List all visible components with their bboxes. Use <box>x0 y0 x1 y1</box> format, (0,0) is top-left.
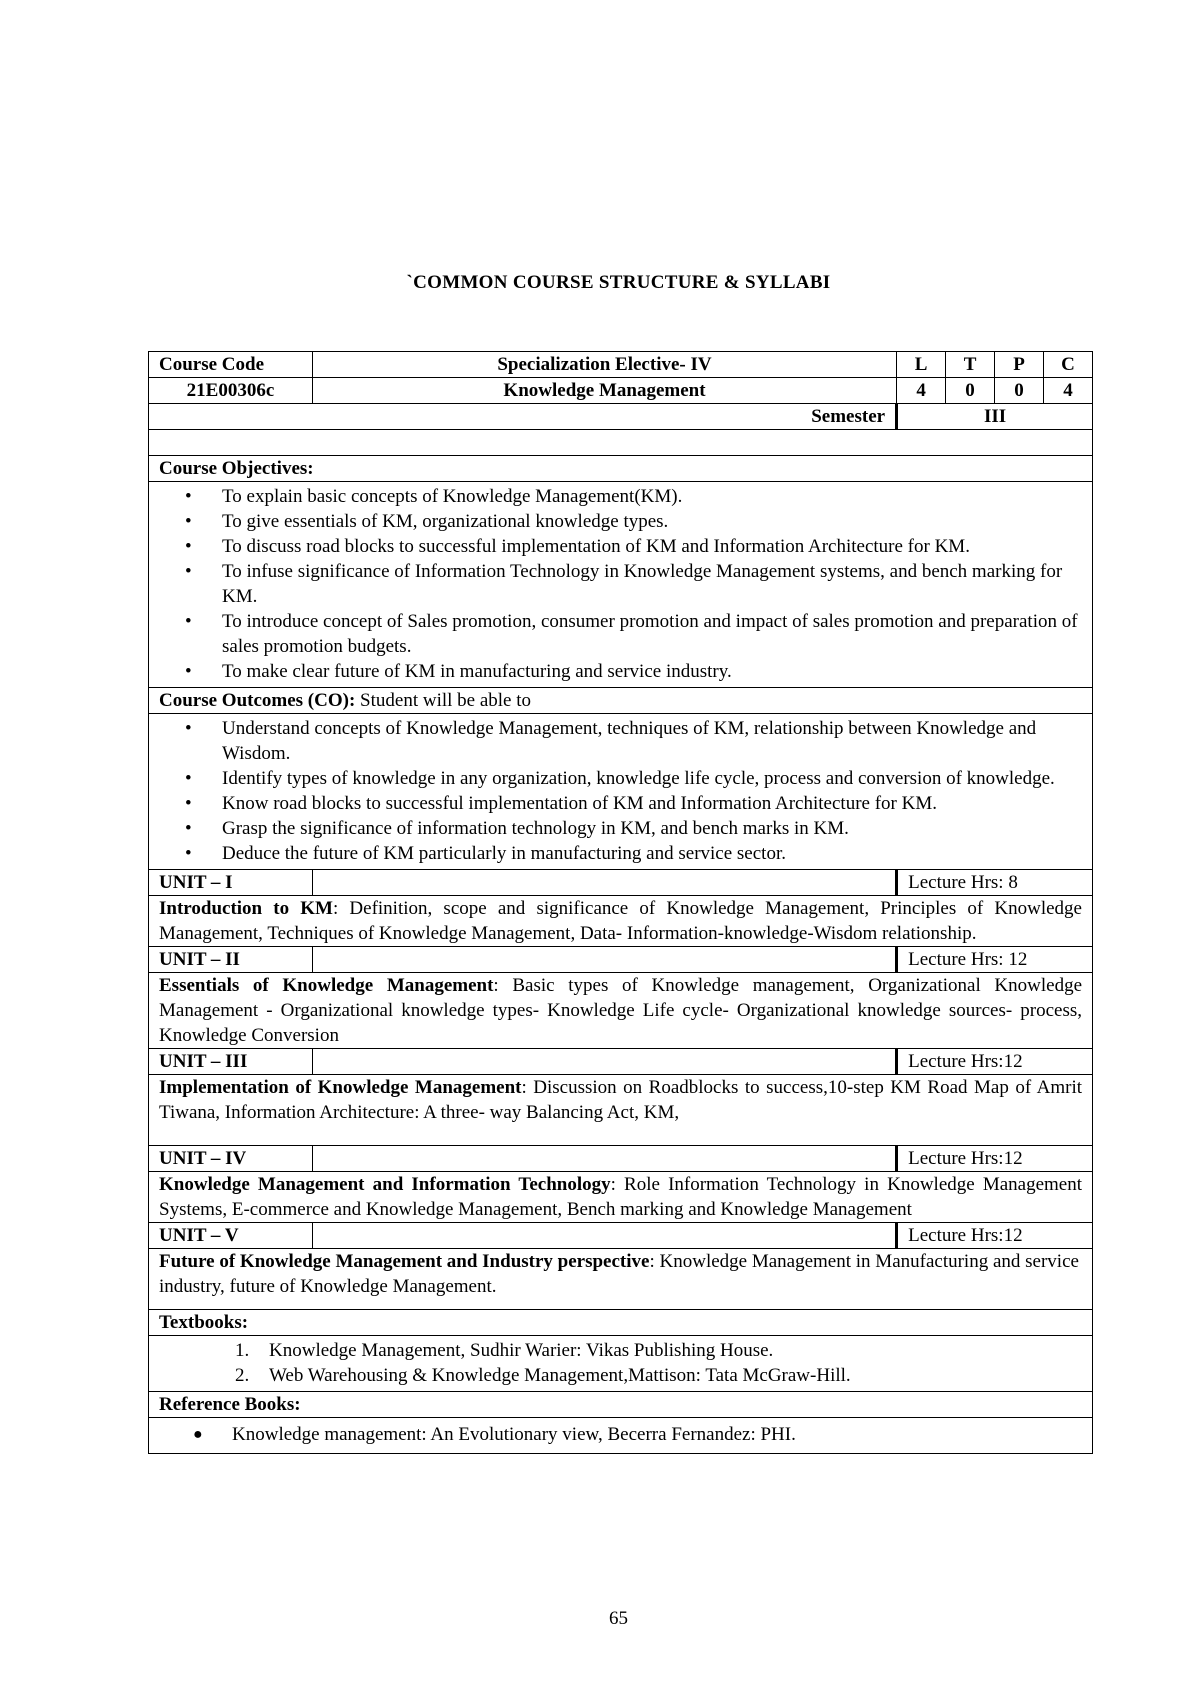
list-item: • Know road blocks to successful implementation of KM and Information Architecture for KM. <box>185 793 937 814</box>
bullet-icon: • <box>185 793 192 814</box>
unit-content-row <box>149 896 1093 947</box>
outcomes-list-row <box>149 714 1093 870</box>
unit-content-row <box>149 1075 1093 1146</box>
page-number: 65 <box>609 1608 628 1629</box>
unit-label: UNIT – I <box>149 870 313 896</box>
textbooks-heading: Textbooks: <box>149 1310 1093 1336</box>
unit-label: UNIT – V <box>149 1223 313 1249</box>
bullet-icon: ● <box>193 1426 203 1443</box>
bullet-icon: • <box>185 611 192 632</box>
ltpc-value-p: 0 <box>995 378 1044 404</box>
bullet-icon: • <box>185 718 192 739</box>
course-name: Knowledge Management <box>312 378 896 404</box>
course-value-row <box>149 378 1093 404</box>
ltpc-value-l: 4 <box>897 378 946 404</box>
outcomes-heading-cell <box>149 688 1093 714</box>
unit-content: Essentials of Knowledge Management: Basic types of Knowledge management, Organizational Knowledge Management - Organizational knowledge types- Knowledge Life cycle- Organizational knowledge sources- process, Knowledge Conversion <box>149 973 1093 1049</box>
list-item: • To infuse significance of Information Technology in Knowledge Management systems, and bench marking for KM. <box>185 561 1063 607</box>
page-title: `COMMON COURSE STRUCTURE & SYLLABI <box>406 272 831 293</box>
unit-content-row <box>149 1172 1093 1223</box>
unit-label: UNIT – II <box>149 947 313 973</box>
ltpc-header-t: T <box>946 352 995 378</box>
outcomes-heading: Course Outcomes (CO): <box>159 690 356 711</box>
references-heading-row <box>149 1392 1093 1418</box>
list-item: • To explain basic concepts of Knowledge Management(KM). <box>185 486 683 507</box>
list-item: 1. Knowledge Management, Sudhir Warier: Vikas Publishing House. <box>235 1340 774 1361</box>
list-item: • Grasp the significance of information technology in KM, and bench marks in KM. <box>185 818 849 839</box>
list-item: 2. Web Warehousing & Knowledge Management,Mattison: Tata McGraw-Hill. <box>235 1365 851 1386</box>
course-code: 21E00306c <box>149 378 313 404</box>
bullet-icon: • <box>185 511 192 532</box>
bullet-icon: • <box>185 818 192 839</box>
course-elective: Specialization Elective- IV <box>312 352 896 378</box>
objectives-heading: Course Objectives: <box>149 456 1093 482</box>
outcomes-intro: Student will be able to <box>355 690 532 711</box>
syllabus-table <box>148 351 1093 1454</box>
ltpc-header-p: P <box>995 352 1044 378</box>
outcomes-list <box>149 716 1092 866</box>
semester-label: Semester <box>149 404 897 430</box>
textbooks-list <box>149 1338 1092 1388</box>
bullet-icon: • <box>185 536 192 557</box>
references-heading: Reference Books: <box>149 1392 1093 1418</box>
unit-hours: Lecture Hrs:12 <box>897 1146 1093 1172</box>
bullet-icon: • <box>185 486 192 507</box>
bullet-icon: • <box>185 661 192 682</box>
objectives-list-row <box>149 482 1093 688</box>
bullet-icon: • <box>185 561 192 582</box>
list-item: • To give essentials of KM, organizational knowledge types. <box>185 511 669 532</box>
list-item: • To discuss road blocks to successful implementation of KM and Information Architecture for KM. <box>185 536 970 557</box>
course-header-row <box>149 352 1093 378</box>
unit-label: UNIT – III <box>149 1049 313 1075</box>
ltpc-value-t: 0 <box>946 378 995 404</box>
semester-value: III <box>897 404 1093 430</box>
references-list-row <box>149 1418 1093 1454</box>
unit-header-row <box>149 947 1093 973</box>
unit-content-row <box>149 973 1093 1049</box>
unit-content: Knowledge Management and Information Technology: Role Information Technology in Knowledge Management Systems, E-commerce and Knowledge Management, Bench marking and Knowledge Management <box>149 1172 1093 1223</box>
list-item: • To make clear future of KM in manufacturing and service industry. <box>185 661 732 682</box>
textbooks-heading-row <box>149 1310 1093 1336</box>
list-item: • To introduce concept of Sales promotion, consumer promotion and impact of sales promotion and preparation of sales promotion budgets. <box>185 611 1078 657</box>
unit-content: Future of Knowledge Management and Industry perspective: Knowledge Management in Manufacturing and service industry, future of Knowledge Management. <box>149 1249 1093 1310</box>
course-code-label: Course Code <box>149 352 313 378</box>
list-item: • Understand concepts of Knowledge Management, techniques of KM, relationship between Knowledge and Wisdom. <box>185 718 1037 764</box>
unit-hours: Lecture Hrs:12 <box>897 1223 1093 1249</box>
unit-header-row <box>149 870 1093 896</box>
ltpc-header-l: L <box>897 352 946 378</box>
ltpc-header-c: C <box>1044 352 1093 378</box>
semester-row <box>149 404 1093 430</box>
unit-hours: Lecture Hrs: 12 <box>897 947 1093 973</box>
unit-label: UNIT – IV <box>149 1146 313 1172</box>
list-item: ● Knowledge management: An Evolutionary view, Becerra Fernandez: PHI. <box>193 1424 796 1445</box>
unit-content: Implementation of Knowledge Management: Discussion on Roadblocks to success,10-step KM Road Map of Amrit Tiwana, Information Architecture: A three- way Balancing Act, KM, <box>149 1075 1093 1146</box>
outcomes-heading-row <box>149 688 1093 714</box>
unit-header-row <box>149 1223 1093 1249</box>
bullet-icon: • <box>185 768 192 789</box>
ltpc-value-c: 4 <box>1044 378 1093 404</box>
list-item: • Identify types of knowledge in any organization, knowledge life cycle, process and conversion of knowledge. <box>185 768 1055 789</box>
references-list <box>149 1422 1092 1447</box>
objectives-list <box>149 484 1092 684</box>
unit-content: Introduction to KM: Definition, scope and significance of Knowledge Management, Principles of Knowledge Management, Techniques of Knowledge Management, Data- Information-knowledge-Wisdom relationship. <box>149 896 1093 947</box>
objectives-heading-row <box>149 456 1093 482</box>
unit-content-row <box>149 1249 1093 1310</box>
textbooks-list-row <box>149 1336 1093 1392</box>
unit-hours: Lecture Hrs:12 <box>897 1049 1093 1075</box>
bullet-icon: • <box>185 843 192 864</box>
blank-row <box>149 430 1093 456</box>
unit-hours: Lecture Hrs: 8 <box>897 870 1093 896</box>
list-item: • Deduce the future of KM particularly in manufacturing and service sector. <box>185 843 786 864</box>
unit-header-row <box>149 1049 1093 1075</box>
unit-header-row <box>149 1146 1093 1172</box>
